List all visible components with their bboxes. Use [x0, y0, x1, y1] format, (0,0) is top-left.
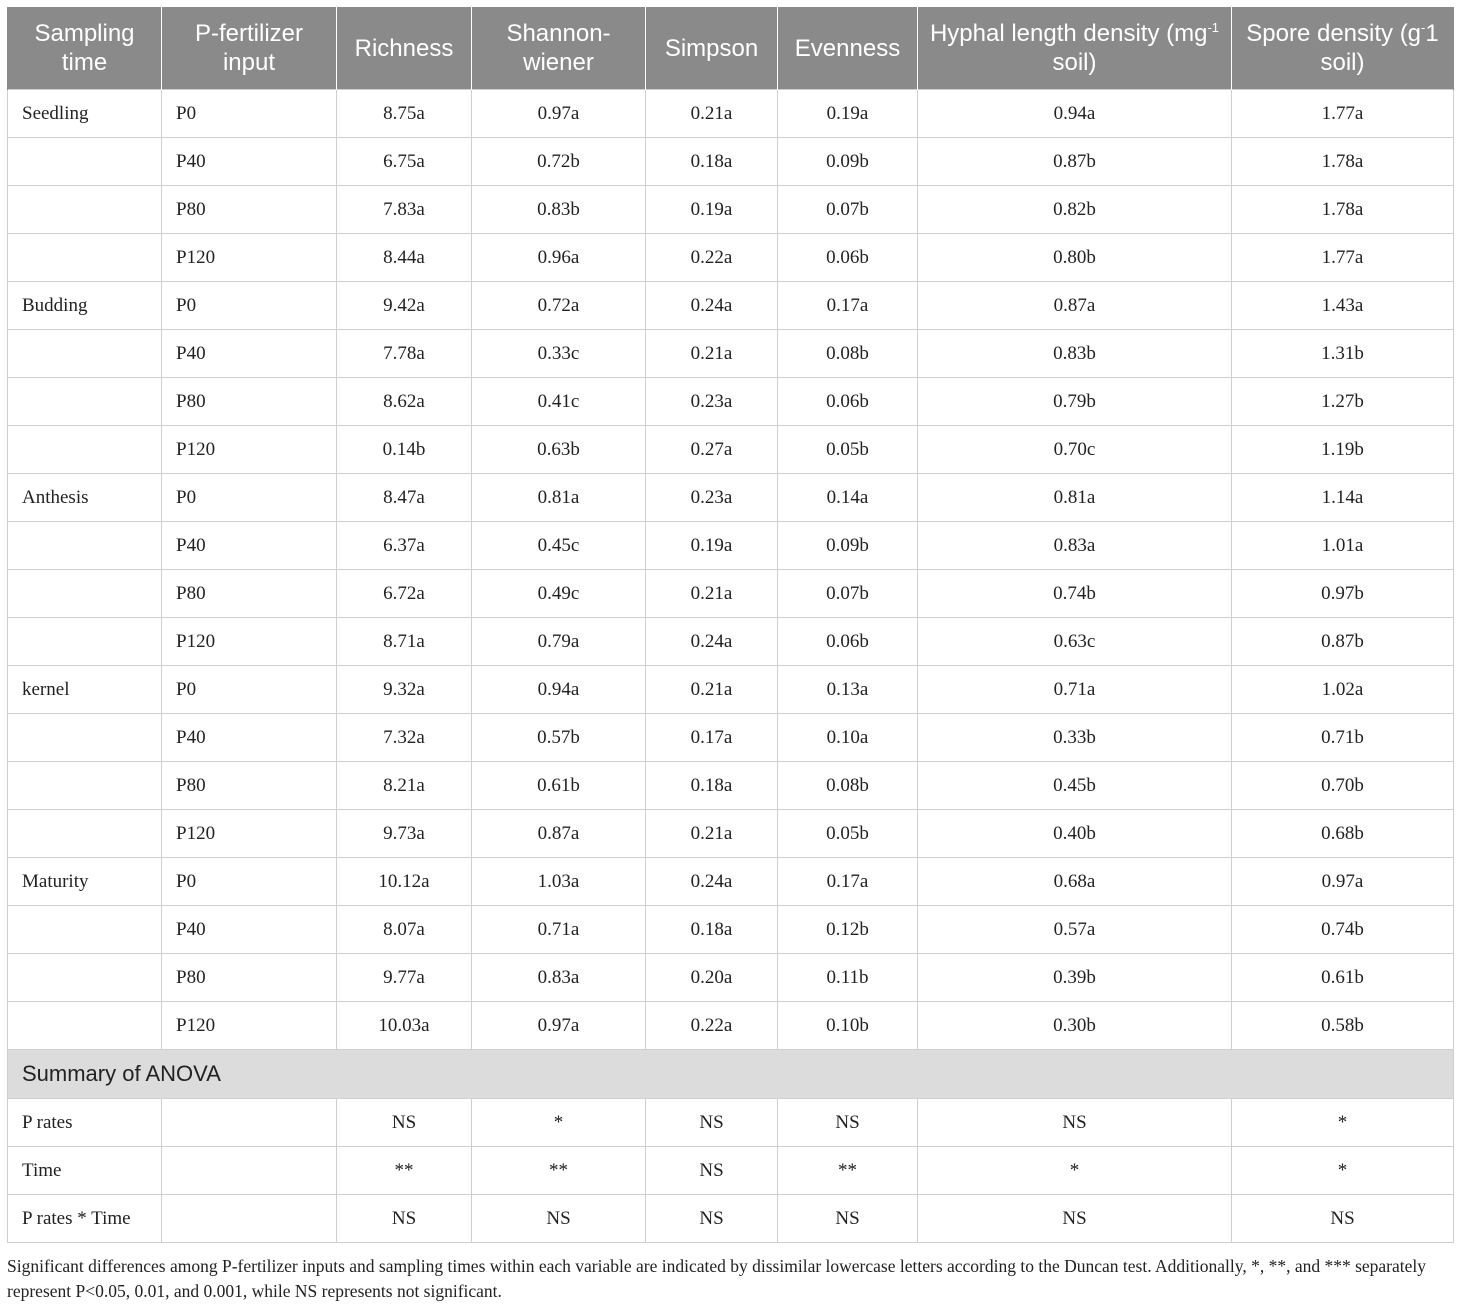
- table-row: [8, 906, 1454, 954]
- hyphal-cell: 0.30b: [918, 1002, 1232, 1050]
- sampling-time-cell: [8, 906, 162, 954]
- spore-cell: 0.68b: [1232, 810, 1454, 858]
- richness-cell: 8.71a: [337, 618, 472, 666]
- simpson-cell: 0.27a: [646, 426, 778, 474]
- hyphal-cell: 0.82b: [918, 186, 1232, 234]
- sampling-time-cell: [8, 810, 162, 858]
- shannon-cell: 0.79a: [472, 618, 646, 666]
- p-input-cell: P40: [162, 330, 337, 378]
- evenness-cell: 0.06b: [778, 234, 918, 282]
- anova-row: [8, 1099, 1454, 1147]
- shannon-cell: 0.72b: [472, 138, 646, 186]
- shannon-cell: 0.83a: [472, 954, 646, 1002]
- evenness-cell: 0.12b: [778, 906, 918, 954]
- simpson-cell: 0.22a: [646, 1002, 778, 1050]
- simpson-cell: 0.18a: [646, 906, 778, 954]
- table-body: [8, 90, 1454, 1243]
- anova-simpson-cell: NS: [646, 1099, 778, 1147]
- table-header-row: [8, 7, 1454, 90]
- shannon-cell: 0.45c: [472, 522, 646, 570]
- header-shannon-wiener: Shannon-wiener: [472, 7, 646, 90]
- table-row: [8, 90, 1454, 138]
- p-input-cell: P40: [162, 714, 337, 762]
- anova-hyphal-cell: *: [918, 1147, 1232, 1195]
- shannon-cell: 0.94a: [472, 666, 646, 714]
- hyphal-cell: 0.45b: [918, 762, 1232, 810]
- table-footnote: Significant differences among P-fertilizer inputs and sampling times within each variable are indicated by dissimilar lowercase letters according to the Duncan test. Additionally, *, **, and *** separately represent P<0.05, 0.01, and 0.001, while NS represents not significant.: [7, 1256, 1427, 1301]
- p-input-cell: P120: [162, 234, 337, 282]
- simpson-cell: 0.21a: [646, 570, 778, 618]
- sampling-time-cell: [8, 954, 162, 1002]
- simpson-cell: 0.24a: [646, 618, 778, 666]
- evenness-cell: 0.13a: [778, 666, 918, 714]
- anova-p-input-cell: [162, 1147, 337, 1195]
- hyphal-cell: 0.71a: [918, 666, 1232, 714]
- header-hyphal-length-density: Hyphal length density ($mg^{-1}$ soil): [918, 7, 1232, 90]
- evenness-cell: 0.17a: [778, 858, 918, 906]
- richness-cell: 8.21a: [337, 762, 472, 810]
- p-input-cell: P0: [162, 282, 337, 330]
- hyphal-cell: 0.83a: [918, 522, 1232, 570]
- p-input-cell: P40: [162, 138, 337, 186]
- simpson-cell: 0.23a: [646, 378, 778, 426]
- spore-cell: 1.01a: [1232, 522, 1454, 570]
- hyphal-cell: 0.63c: [918, 618, 1232, 666]
- simpson-cell: 0.18a: [646, 762, 778, 810]
- shannon-cell: 0.71a: [472, 906, 646, 954]
- hyphal-cell: 0.80b: [918, 234, 1232, 282]
- spore-cell: 1.78a: [1232, 138, 1454, 186]
- simpson-cell: 0.21a: [646, 90, 778, 138]
- hyphal-cell: 0.83b: [918, 330, 1232, 378]
- evenness-cell: 0.14a: [778, 474, 918, 522]
- evenness-cell: 0.06b: [778, 618, 918, 666]
- anova-richness-cell: NS: [337, 1099, 472, 1147]
- spore-cell: 1.19b: [1232, 426, 1454, 474]
- table-row: [8, 138, 1454, 186]
- shannon-cell: 0.83b: [472, 186, 646, 234]
- evenness-cell: 0.08b: [778, 762, 918, 810]
- shannon-cell: 0.97a: [472, 1002, 646, 1050]
- anova-label-cell: P rates: [8, 1099, 162, 1147]
- sampling-time-cell: [8, 138, 162, 186]
- sampling-time-cell: kernel: [8, 666, 162, 714]
- header-simpson: Simpson: [646, 7, 778, 90]
- richness-cell: 9.42a: [337, 282, 472, 330]
- anova-p-input-cell: [162, 1195, 337, 1243]
- anova-spore-cell: NS: [1232, 1195, 1454, 1243]
- anova-hyphal-cell: NS: [918, 1195, 1232, 1243]
- table-row: [8, 234, 1454, 282]
- header-p-fertilizer-input: P-fertilizer input: [162, 7, 337, 90]
- anova-row: [8, 1195, 1454, 1243]
- table-row: [8, 810, 1454, 858]
- p-input-cell: P120: [162, 1002, 337, 1050]
- table-row: [8, 954, 1454, 1002]
- spore-cell: 0.70b: [1232, 762, 1454, 810]
- evenness-cell: 0.19a: [778, 90, 918, 138]
- shannon-cell: 0.49c: [472, 570, 646, 618]
- hyphal-cell: 0.87b: [918, 138, 1232, 186]
- evenness-cell: 0.10b: [778, 1002, 918, 1050]
- p-input-cell: P0: [162, 858, 337, 906]
- richness-cell: 8.47a: [337, 474, 472, 522]
- richness-cell: 6.75a: [337, 138, 472, 186]
- shannon-cell: 0.97a: [472, 90, 646, 138]
- spore-cell: 1.31b: [1232, 330, 1454, 378]
- anova-spore-cell: *: [1232, 1147, 1454, 1195]
- spore-cell: 1.78a: [1232, 186, 1454, 234]
- anova-shannon-cell: **: [472, 1147, 646, 1195]
- sampling-time-cell: [8, 714, 162, 762]
- spore-cell: 0.87b: [1232, 618, 1454, 666]
- evenness-cell: 0.11b: [778, 954, 918, 1002]
- hyphal-cell: 0.70c: [918, 426, 1232, 474]
- anova-richness-cell: **: [337, 1147, 472, 1195]
- spore-cell: 0.97a: [1232, 858, 1454, 906]
- anova-richness-cell: NS: [337, 1195, 472, 1243]
- shannon-cell: 0.87a: [472, 810, 646, 858]
- richness-cell: 6.37a: [337, 522, 472, 570]
- evenness-cell: 0.09b: [778, 522, 918, 570]
- spore-cell: 1.77a: [1232, 90, 1454, 138]
- p-input-cell: P120: [162, 618, 337, 666]
- table-row: [8, 762, 1454, 810]
- p-input-cell: P80: [162, 186, 337, 234]
- shannon-cell: 0.41c: [472, 378, 646, 426]
- richness-cell: 8.62a: [337, 378, 472, 426]
- table-row: [8, 426, 1454, 474]
- p-input-cell: P120: [162, 810, 337, 858]
- simpson-cell: 0.22a: [646, 234, 778, 282]
- hyphal-cell: 0.39b: [918, 954, 1232, 1002]
- richness-cell: 9.32a: [337, 666, 472, 714]
- sampling-time-cell: [8, 378, 162, 426]
- anova-spore-cell: *: [1232, 1099, 1454, 1147]
- shannon-cell: 0.72a: [472, 282, 646, 330]
- simpson-cell: 0.19a: [646, 186, 778, 234]
- hyphal-cell: 0.87a: [918, 282, 1232, 330]
- hyphal-cell: 0.33b: [918, 714, 1232, 762]
- richness-cell: 8.44a: [337, 234, 472, 282]
- sampling-time-cell: Maturity: [8, 858, 162, 906]
- p-input-cell: P40: [162, 906, 337, 954]
- richness-cell: 10.12a: [337, 858, 472, 906]
- sampling-time-cell: Anthesis: [8, 474, 162, 522]
- shannon-cell: 0.81a: [472, 474, 646, 522]
- richness-cell: 7.83a: [337, 186, 472, 234]
- anova-shannon-cell: NS: [472, 1195, 646, 1243]
- table-row: [8, 522, 1454, 570]
- richness-cell: 7.32a: [337, 714, 472, 762]
- header-spore-density: Spore density (g-1 soil): [1232, 7, 1454, 90]
- shannon-cell: 0.63b: [472, 426, 646, 474]
- hyphal-cell: 0.68a: [918, 858, 1232, 906]
- simpson-cell: 0.21a: [646, 666, 778, 714]
- shannon-cell: 0.57b: [472, 714, 646, 762]
- anova-simpson-cell: NS: [646, 1195, 778, 1243]
- sampling-time-cell: [8, 426, 162, 474]
- data-table: [7, 7, 1454, 1243]
- spore-cell: 1.02a: [1232, 666, 1454, 714]
- sampling-time-cell: [8, 618, 162, 666]
- hyphal-cell: 0.81a: [918, 474, 1232, 522]
- simpson-cell: 0.20a: [646, 954, 778, 1002]
- anova-evenness-cell: NS: [778, 1099, 918, 1147]
- p-input-cell: P80: [162, 762, 337, 810]
- shannon-cell: 0.96a: [472, 234, 646, 282]
- p-input-cell: P80: [162, 378, 337, 426]
- richness-cell: 6.72a: [337, 570, 472, 618]
- hyphal-cell: 0.79b: [918, 378, 1232, 426]
- p-input-cell: P40: [162, 522, 337, 570]
- table-row: [8, 378, 1454, 426]
- table-row: [8, 570, 1454, 618]
- spore-cell: 1.77a: [1232, 234, 1454, 282]
- anova-row: [8, 1147, 1454, 1195]
- richness-cell: 0.14b: [337, 426, 472, 474]
- p-input-cell: P80: [162, 570, 337, 618]
- simpson-cell: 0.19a: [646, 522, 778, 570]
- sampling-time-cell: Budding: [8, 282, 162, 330]
- simpson-cell: 0.21a: [646, 810, 778, 858]
- simpson-cell: 0.17a: [646, 714, 778, 762]
- anova-p-input-cell: [162, 1099, 337, 1147]
- spore-cell: 0.74b: [1232, 906, 1454, 954]
- evenness-cell: 0.08b: [778, 330, 918, 378]
- anova-label-cell: Time: [8, 1147, 162, 1195]
- simpson-cell: 0.23a: [646, 474, 778, 522]
- p-input-cell: P120: [162, 426, 337, 474]
- sampling-time-cell: [8, 762, 162, 810]
- richness-cell: 9.77a: [337, 954, 472, 1002]
- table-row: [8, 282, 1454, 330]
- table-row: [8, 666, 1454, 714]
- evenness-cell: 0.07b: [778, 186, 918, 234]
- data-table-container: [7, 7, 1453, 1243]
- anova-hyphal-cell: NS: [918, 1099, 1232, 1147]
- hyphal-cell: 0.94a: [918, 90, 1232, 138]
- evenness-cell: 0.05b: [778, 426, 918, 474]
- table-row: [8, 330, 1454, 378]
- evenness-cell: 0.07b: [778, 570, 918, 618]
- spore-cell: 0.71b: [1232, 714, 1454, 762]
- richness-cell: 9.73a: [337, 810, 472, 858]
- shannon-cell: 1.03a: [472, 858, 646, 906]
- table-row: [8, 714, 1454, 762]
- sampling-time-cell: [8, 186, 162, 234]
- richness-cell: 8.07a: [337, 906, 472, 954]
- anova-evenness-cell: **: [778, 1147, 918, 1195]
- p-input-cell: P0: [162, 474, 337, 522]
- sampling-time-cell: [8, 234, 162, 282]
- evenness-cell: 0.05b: [778, 810, 918, 858]
- table-row: [8, 186, 1454, 234]
- shannon-cell: 0.33c: [472, 330, 646, 378]
- anova-shannon-cell: *: [472, 1099, 646, 1147]
- anova-section-row: [8, 1050, 1454, 1099]
- simpson-cell: 0.21a: [646, 330, 778, 378]
- anova-evenness-cell: NS: [778, 1195, 918, 1243]
- richness-cell: 10.03a: [337, 1002, 472, 1050]
- sampling-time-cell: Seedling: [8, 90, 162, 138]
- header-richness: Richness: [337, 7, 472, 90]
- spore-cell: 1.14a: [1232, 474, 1454, 522]
- anova-section-title: Summary of ANOVA: [8, 1050, 1454, 1099]
- table-row: [8, 618, 1454, 666]
- evenness-cell: 0.10a: [778, 714, 918, 762]
- p-input-cell: P0: [162, 90, 337, 138]
- shannon-cell: 0.61b: [472, 762, 646, 810]
- hyphal-cell: 0.74b: [918, 570, 1232, 618]
- p-input-cell: P0: [162, 666, 337, 714]
- hyphal-cell: 0.57a: [918, 906, 1232, 954]
- sampling-time-cell: [8, 1002, 162, 1050]
- header-evenness: Evenness: [778, 7, 918, 90]
- anova-simpson-cell: NS: [646, 1147, 778, 1195]
- evenness-cell: 0.06b: [778, 378, 918, 426]
- spore-cell: 0.61b: [1232, 954, 1454, 1002]
- evenness-cell: 0.17a: [778, 282, 918, 330]
- spore-cell: 0.58b: [1232, 1002, 1454, 1050]
- richness-cell: 7.78a: [337, 330, 472, 378]
- evenness-cell: 0.09b: [778, 138, 918, 186]
- sampling-time-cell: [8, 570, 162, 618]
- richness-cell: 8.75a: [337, 90, 472, 138]
- hyphal-cell: 0.40b: [918, 810, 1232, 858]
- spore-cell: 0.97b: [1232, 570, 1454, 618]
- simpson-cell: 0.24a: [646, 282, 778, 330]
- simpson-cell: 0.24a: [646, 858, 778, 906]
- anova-label-cell: P rates * Time: [8, 1195, 162, 1243]
- p-input-cell: P80: [162, 954, 337, 1002]
- table-row: [8, 858, 1454, 906]
- table-row: [8, 474, 1454, 522]
- header-sampling-time: Sampling time: [8, 7, 162, 90]
- spore-cell: 1.43a: [1232, 282, 1454, 330]
- simpson-cell: 0.18a: [646, 138, 778, 186]
- sampling-time-cell: [8, 330, 162, 378]
- sampling-time-cell: [8, 522, 162, 570]
- spore-cell: 1.27b: [1232, 378, 1454, 426]
- table-row: [8, 1002, 1454, 1050]
